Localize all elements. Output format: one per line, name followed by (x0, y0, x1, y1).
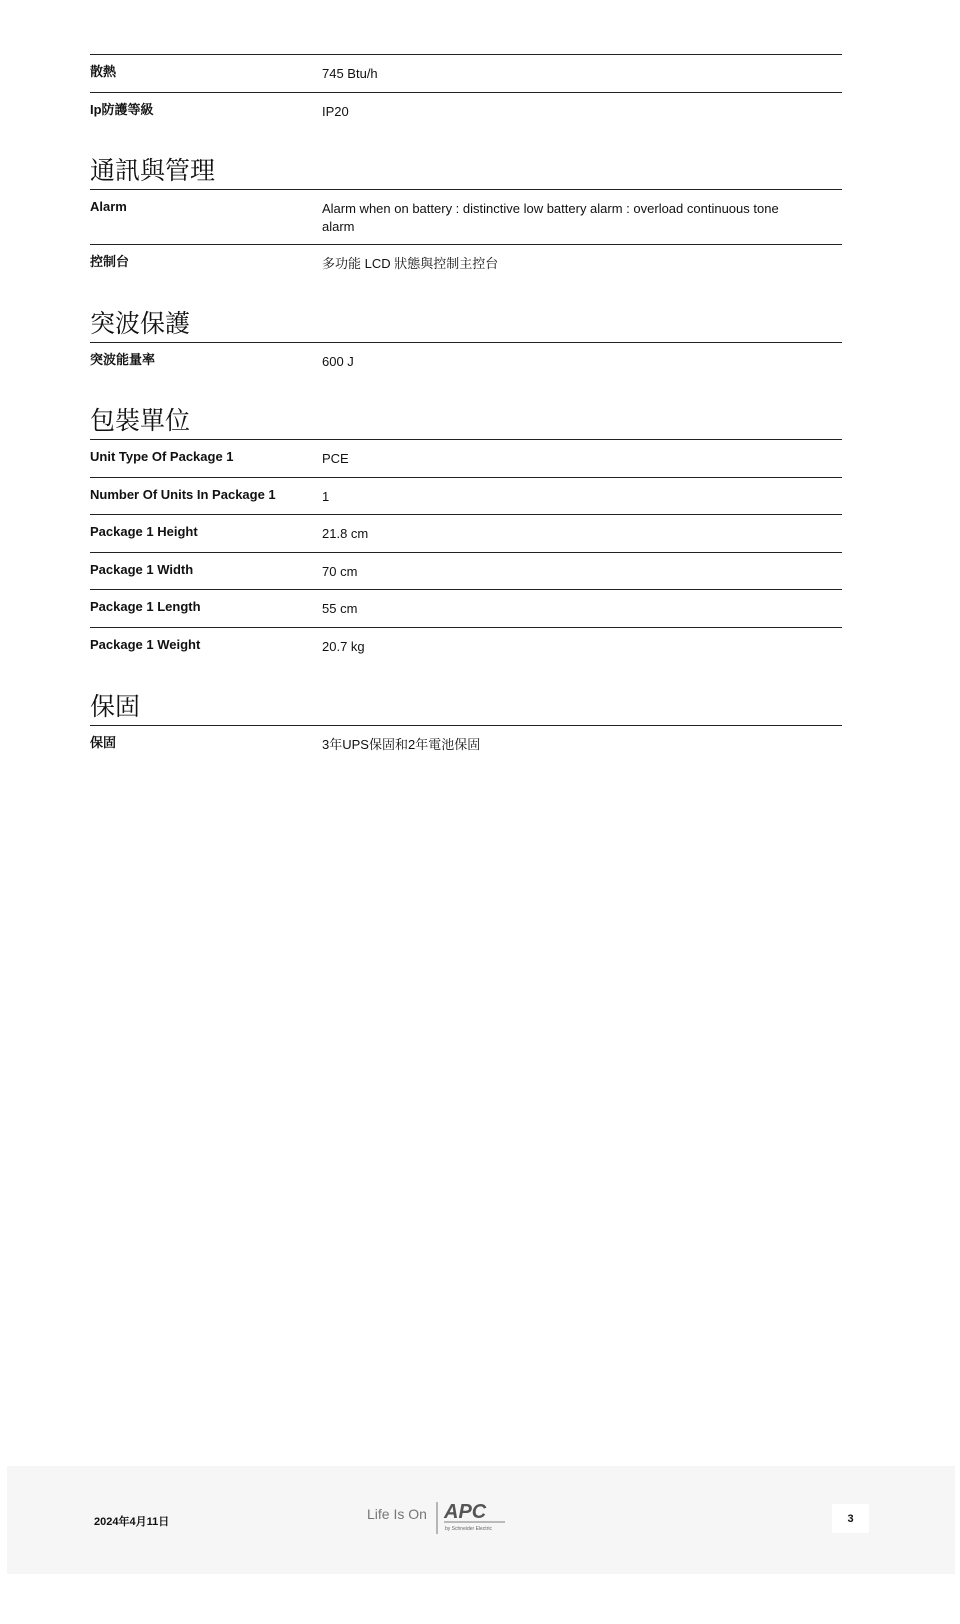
spec-value: 20.7 kg (322, 639, 365, 655)
spec-label: 散熱 (90, 64, 117, 79)
schneider-subtext: by Schneider Electric (445, 1526, 492, 1532)
spec-value: 多功能 LCD 狀態與控制主控台 (322, 256, 499, 272)
section-title-surge: 突波保護 (90, 309, 191, 338)
spec-value: 1 (322, 488, 330, 504)
spec-value: IP20 (322, 103, 349, 119)
spec-label: Ip防護等級 (90, 101, 154, 117)
spec-label: Package 1 Length (90, 599, 201, 615)
section-title-warranty: 保固 (90, 692, 141, 721)
spec-value: 55 cm (322, 601, 358, 617)
spec-row-ip-rating (90, 92, 842, 130)
spec-row-surge-energy (90, 342, 842, 380)
spec-value: 21.8 cm (322, 526, 369, 542)
spec-label: Package 1 Weight (90, 637, 201, 653)
section-title-communication: 通訊與管理 (90, 157, 216, 186)
spec-row-heat (90, 54, 842, 92)
spec-label: 突波能量率 (90, 351, 156, 367)
spec-label: Number Of Units In Package 1 (90, 486, 276, 502)
spec-row-units-count (90, 477, 842, 515)
spec-value: PCE (322, 451, 349, 467)
spec-label: Alarm (90, 199, 127, 215)
spec-row-length (90, 589, 842, 627)
brand-logo (367, 1496, 517, 1536)
spec-value: 70 cm (322, 563, 358, 579)
spec-value: 600 J (322, 353, 354, 369)
page-footer (7, 1466, 955, 1574)
spec-label: 保固 (90, 734, 117, 750)
spec-content (90, 54, 842, 762)
life-is-on-slogan: Life Is On (367, 1506, 427, 1522)
spec-label: Unit Type Of Package 1 (90, 449, 234, 465)
spec-row-width (90, 552, 842, 590)
footer-date: 2024年4月11日 (94, 1516, 170, 1528)
spec-row-weight (90, 627, 842, 665)
apc-logo-text: APC (444, 1501, 487, 1523)
spec-value: Alarm when on battery : distinctive low battery alarm : overload continuous tone alarm (322, 201, 779, 234)
spec-label: 控制台 (90, 254, 130, 270)
spec-row-alarm (90, 189, 842, 244)
section-title-packaging: 包裝單位 (90, 407, 191, 436)
spec-row-warranty (90, 725, 842, 763)
spec-row-height (90, 514, 842, 552)
spec-row-console (90, 244, 842, 282)
page-number: 3 (832, 1504, 869, 1533)
spec-label: Package 1 Height (90, 524, 198, 540)
spec-value: 745 Btu/h (322, 66, 378, 81)
spec-label: Package 1 Width (90, 561, 194, 577)
spec-row-unit-type (90, 439, 842, 477)
spec-value: 3年UPS保固和2年電池保固 (322, 736, 481, 752)
